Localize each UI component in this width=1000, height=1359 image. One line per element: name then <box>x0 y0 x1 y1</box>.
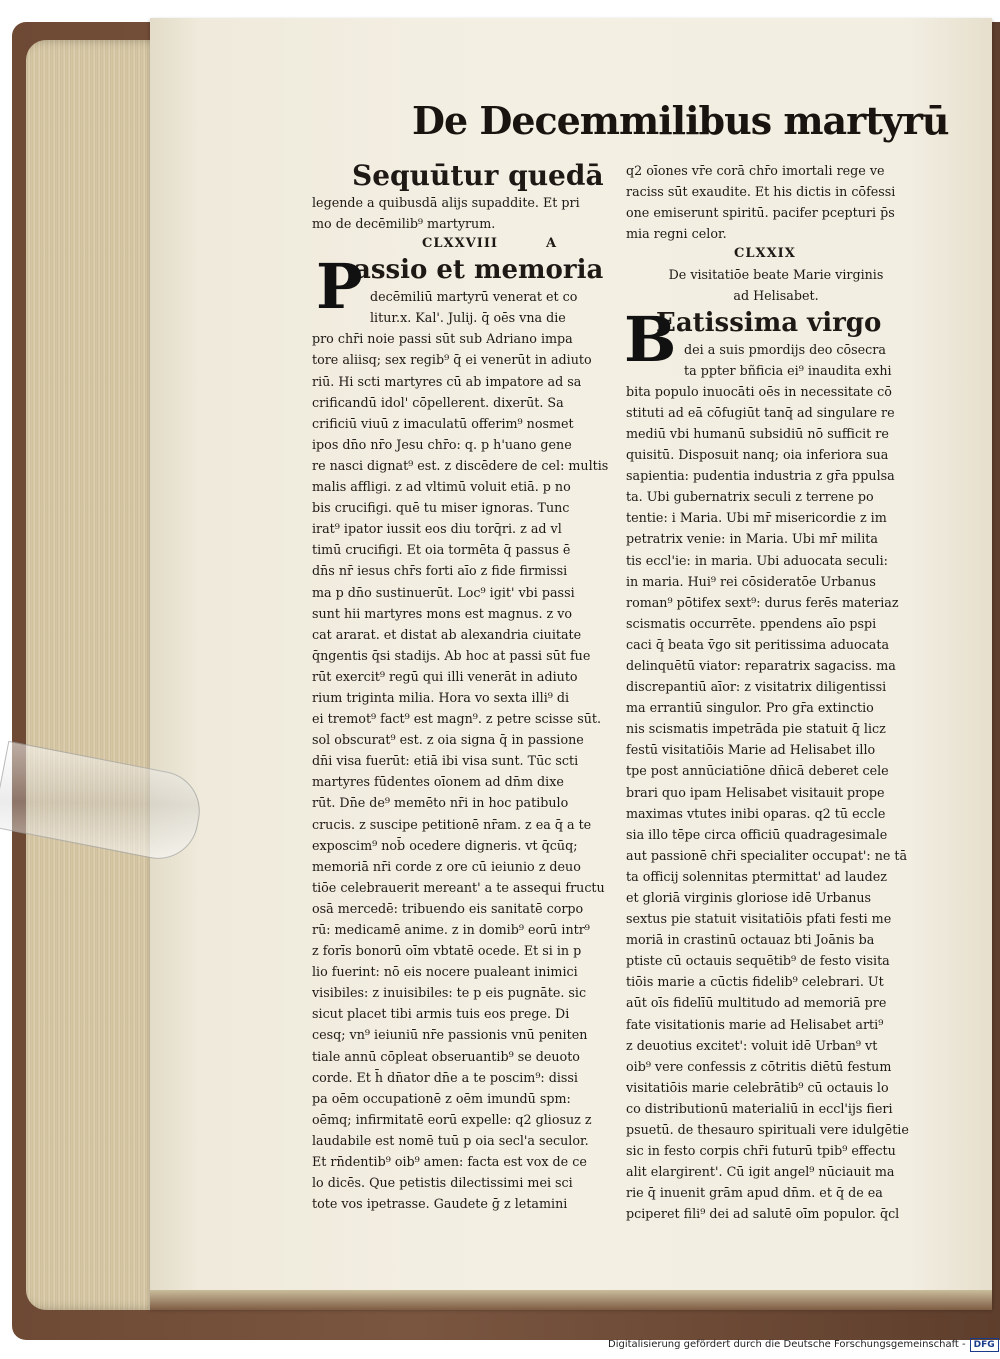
text-line: mo de decēmilib⁹ martyrum. <box>312 216 496 232</box>
text-line: ad Helisabet. <box>733 288 819 304</box>
text-line: riū. Hi scti martyres cū ab impatore ad sa <box>312 373 582 389</box>
text-line: tpe post annūciatiōne dn̄icā deberet cele <box>626 763 889 779</box>
text-line: cesq; vn⁹ ieiuniū nr̄e passionis vnū peniten <box>312 1027 588 1043</box>
text-line: ta ppter bñficia ei⁹ inaudita exhi <box>684 362 892 378</box>
text-line: ta. Ubi gubernatrix seculi z terrene po <box>626 489 874 505</box>
right-column <box>626 160 926 1225</box>
text-line: one emiserunt spiritū. pacifer pcepturi p̄s <box>626 205 895 221</box>
text-line: dei a suis pmordijs deo cōsecra <box>684 341 886 357</box>
text-line: rūt. Dn̄e de⁹ memēto nr̄i in hoc patibulo <box>312 795 569 811</box>
text-line: tiale annū cōpleat obseruantib⁹ se deuoto <box>312 1048 580 1064</box>
text-line: visitatiōis marie celebrātib⁹ cū octauis lo <box>626 1079 889 1095</box>
text-line: quisitū. Disposuit nanq; oia inferiora sua <box>626 447 889 463</box>
text-line: bita populo inuocāti oēs in necessitate cō <box>626 383 892 399</box>
text-line: stituti ad eā cōfugiūt tanq̄ ad singulare re <box>626 404 895 420</box>
text-line: Et rn̄dentib⁹ oib⁹ amen: facta est vox de ce <box>312 1154 587 1170</box>
text-line: ptiste cū octauis sequētib⁹ de festo visita <box>626 953 890 969</box>
text-line: pro chr̄i noie passi sūt sub Adriano impa <box>312 331 573 347</box>
chapter-number: CLXXVIII <box>422 236 498 252</box>
text-line: tore aliisq; sex regib⁹ q̄ ei venerūt in adiuto <box>312 352 592 368</box>
chapter-number: CLXXIX <box>734 246 796 262</box>
text-line: alit elargirent'. Cū igit angel⁹ nūciauit ma <box>626 1164 895 1180</box>
text-line: crucis. z suscipe petitionē nr̄am. z ea q̄ a te <box>312 816 592 832</box>
text-line: ma errantiū singulor. Pro gr̄a extinctio <box>626 700 874 716</box>
left-column <box>312 160 614 1214</box>
text-line: oēmq; infirmitatē eorū expelle: q2 gliosuz z <box>312 1111 592 1127</box>
text-line: lo dicēs. Que petistis dilectissimi mei sci <box>312 1175 573 1191</box>
text-line: ta officij solennitas ptermittat' ad laudez <box>626 868 887 884</box>
text-line: mediū vbi humanū subsidiū nō sufficit re <box>626 425 889 441</box>
text-line: festū visitatiōis Marie ad Helisabet illo <box>626 742 876 758</box>
text-line: mia regni celor. <box>626 226 727 242</box>
initial-letter: B <box>624 302 677 376</box>
text-line: re nasci dignat⁹ est. z discēdere de cel: multis <box>312 457 609 473</box>
text-line: tote vos ipetrasse. Gaudete ḡ z letamini <box>312 1196 568 1212</box>
text-line: moriā in crastinū octauaz bti Joānis ba <box>626 932 875 948</box>
text-line: scismatis occurrēte. ppendens aīo pspi <box>626 615 877 631</box>
text-line: tiōis marie a cūctis fidelib⁹ celebrari. Ut <box>626 974 884 990</box>
text-line: psuetū. de thesauro spirituali vere idulgētie <box>626 1122 909 1138</box>
running-head: De Decemmilibus martyrū <box>412 98 949 143</box>
text-line: aūt oīs fidelīū multitudo ad memoriā pre <box>626 995 887 1011</box>
text-line: ei tremot⁹ fact⁹ est magn⁹. z petre scisse sūt. <box>312 711 602 727</box>
text-line: sunt hii martyres mons est magnus. z vo <box>312 605 573 621</box>
text-line: decēmiliū martyrū venerat et co <box>370 289 578 305</box>
text-line: visibiles: z inuisibiles: te p eis pugnāte. sic <box>312 985 587 1001</box>
text-line: rium triginta milia. Hora vo sexta illi⁹ di <box>312 689 570 705</box>
text-line: aut passionē chr̄i specialiter occupat': ne tā <box>626 847 908 863</box>
intro-text <box>312 192 614 234</box>
text-line: q̄ngentis q̄si stadijs. Ab hoc at passi sūt fue <box>312 647 591 663</box>
text-line: ipos dn̄o nr̄o Jesu chr̄o: q. p h'uano gene <box>312 436 572 452</box>
text-line: raciss sūt exaudite. Et his dictis in cōfessi <box>626 184 896 200</box>
text-line: bis crucifigi. quē tu miser ignoras. Tunc <box>312 500 570 516</box>
text-line: discrepantiū aīor: z visitatrix diligentissi <box>626 679 887 695</box>
text-line: sia illo tēpe circa officiū quadragesimale <box>626 826 888 842</box>
text-line: legende a quibusdā alijs supaddite. Et pri <box>312 195 580 210</box>
text-line: rie q̄ inuenit grām apud dn̄m. et q̄ de ea <box>626 1185 883 1201</box>
dfg-logo: DFG <box>970 1338 999 1352</box>
lead-words: Eatissima virgo <box>656 307 882 338</box>
text-line: maximas vtutes inibi oparas. q2 tū eccle <box>626 805 886 821</box>
text-line: cat ararat. et distat ab alexandria ciuitate <box>312 626 582 642</box>
text-line: brari quo ipam Helisabet visitauit prope <box>626 784 885 800</box>
continued-text <box>626 160 926 244</box>
body-text <box>626 339 926 1225</box>
text-line: in maria. Hui⁹ rei cōsideratōe Urbanus <box>626 573 876 589</box>
text-line: laudabile est nomē tuū p oia secl'a seculor. <box>312 1132 589 1148</box>
text-line: memoriā nr̄i corde z ore cū ieiunio z deuo <box>312 858 581 874</box>
text-line: lio fuerint: nō eis nocere pualeant inimici <box>312 964 578 980</box>
text-line: rūt exercit⁹ regū qui illi venerāt in adiuto <box>312 668 578 684</box>
text-line: fate visitationis marie ad Helisabet arti⁹ <box>626 1016 884 1032</box>
text-line: irat⁹ ipator iussit eos diu torq̄ri. z ad vl <box>312 521 562 537</box>
text-line: crificiū viuū z imaculatū offerim⁹ nosmet <box>312 415 574 431</box>
text-line: timū crucifigi. Et oia tormēta q̄ passus ē <box>312 542 571 558</box>
lead-words: assio et memoria <box>354 255 604 286</box>
page-bottom-edge <box>150 1290 992 1310</box>
text-line: oib⁹ vere confessis z cōtritis diētū festum <box>626 1058 892 1074</box>
text-line: exposcim⁹ nob̄ ocedere digneris. vt q̄cūq; <box>312 837 578 853</box>
text-line: corde. Et h̄ dn̄ator dn̄e a te poscim⁹: dissi <box>312 1069 578 1085</box>
text-line: sic in festo corpis chr̄i futurū tpib⁹ effectu <box>626 1143 896 1159</box>
text-line: delinquētū viator: reparatrix sagaciss. ma <box>626 657 896 673</box>
text-line: pa oēm occupationē z oēm imundū spm: <box>312 1090 571 1106</box>
body-text <box>312 286 614 1214</box>
text-line: sol obscurat⁹ est. z oia signa q̄ in passione <box>312 732 584 748</box>
chapter-title <box>626 264 926 306</box>
text-line: malis affligi. z ad vltimū voluit etiā. p no <box>312 479 571 495</box>
text-line: tiōe celebrauerit mereant' a te assequi fructu <box>312 879 605 895</box>
text-line: dn̄i visa fuerūt: etiā ibi visa sunt. Tūc scti <box>312 753 579 769</box>
text-line: co distributionū materialiū in eccl'ijs fieri <box>626 1100 893 1116</box>
text-line: sapientia: pudentia industria z gr̄a ppulsa <box>626 468 895 484</box>
text-line: pciperet fili⁹ dei ad salutē oīm populor. q̄cl <box>626 1206 900 1222</box>
text-line: tentie: i Maria. Ubi mr̄ misericordie z im <box>626 510 887 526</box>
section-heading: Sequūtur quedā <box>352 159 604 192</box>
initial-letter: P <box>316 250 363 324</box>
text-line: petratrix venie: in Maria. Ubi mr̄ milita <box>626 531 878 547</box>
text-line: sextus pie statuit visitatiōis pfati festi me <box>626 911 892 927</box>
text-line: osā mercedē: tribuendo eis sanitatē corpo <box>312 900 584 916</box>
text-line: litur.x. Kal'. Julij. q̄ oēs vna die <box>370 310 566 326</box>
text-line: De visitatiōe beate Marie virginis <box>668 267 884 283</box>
text-line: tis eccl'ie: in maria. Ubi aduocata seculi: <box>626 552 888 568</box>
text-line: nis scismatis impetrāda pie statuit q̄ licz <box>626 721 886 737</box>
text-line: caci q̄ beata v̄go sit peritissima aduocata <box>626 636 890 652</box>
text-line: martyres fūdentes oīonem ad dn̄m dixe <box>312 774 564 790</box>
text-line: et gloriā virginis gloriose idē Urbanus <box>626 890 872 905</box>
text-line: z deuotius excitet': voluit idē Urban⁹ vt <box>626 1037 878 1053</box>
footer <box>608 1337 998 1353</box>
text-line: dn̄s nr̄ iesus chr̄s forti aīo z fide firmissi <box>312 563 568 579</box>
text-line: z forīs bonorū oīm vbtatē ocede. Et si in p <box>312 943 582 959</box>
text-line: sicut placet tibi armis tuis eos prege. Di <box>312 1006 570 1022</box>
text-line: ma p dn̄o sustinuerūt. Loc⁹ igit' vbi passi <box>312 584 575 600</box>
chapter-letter: A <box>546 236 558 252</box>
text-line: q2 oīones vr̄e corā chr̄o imortali rege ve <box>626 163 885 178</box>
text-line: roman⁹ pōtifex sext⁹: durus ferēs materiaz <box>626 594 899 610</box>
text-line: rū: medicamē anime. z in domib⁹ eorū intr⁹ <box>312 922 590 937</box>
text-line: crificandū idol' cōpellerent. dixerūt. Sa <box>312 394 564 410</box>
footer-text: Digitalisierung gefördert durch die Deutsche Forschungsgemeinschaft - <box>608 1339 966 1350</box>
